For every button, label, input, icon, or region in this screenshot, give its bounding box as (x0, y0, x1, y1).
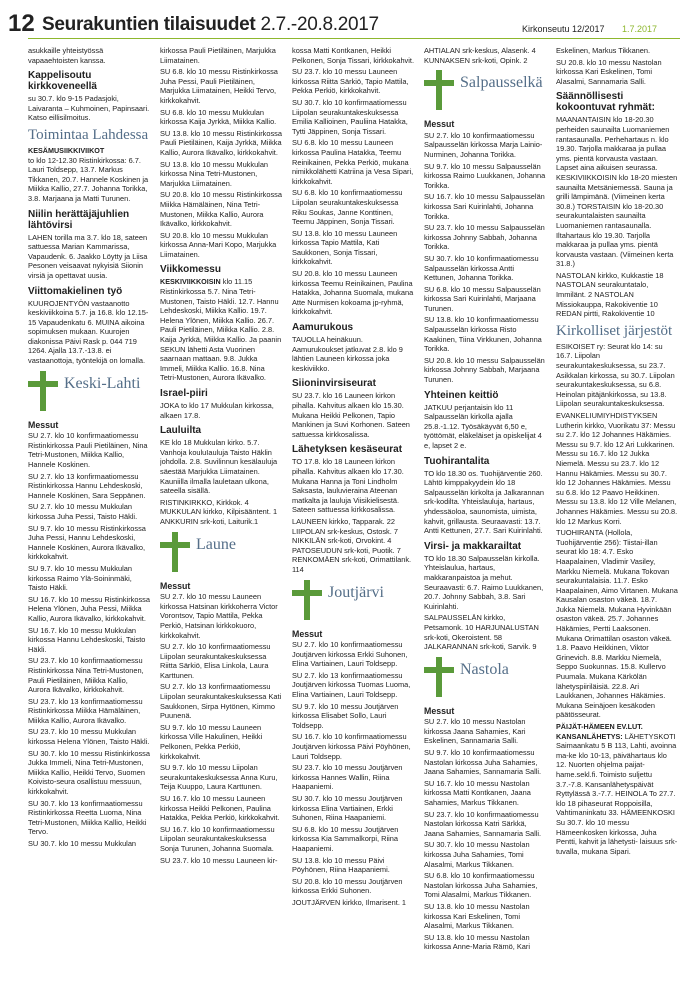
column-1 (28, 46, 150, 976)
list-item: SU 30.7. klo 10 messu Nastolan kirkossa Juha Sahamies, Tomi Alasalmi, Markus Tikkanen. (424, 840, 530, 869)
list-item: SU 2.7. klo 10 messu Mukkulan kirkossa Juha Pessi, Taisto Häkli. (28, 502, 138, 521)
header-rule (28, 38, 680, 39)
virsi-text: TO klo 18.30 Salpausselän kirkolla. Yhteislaulua, hartaus, makkaranpaistoa ja mehut. Seuraavasti: 6.7. Raimo Luukkanen, 20.7. Johnny Sabbah, 3.8. Sari Kuirinlahti. (424, 553, 544, 611)
list-item: SU 20.8. klo 10 messu Joutjärven kirkossa Erkki Suhonen. (292, 876, 403, 896)
column-3 (292, 46, 414, 976)
list-item: SU 13.8. klo 10 messu Päivi Pöyhönen, Riina Haapaniemi. (292, 855, 390, 875)
list-item: kossa Matti Kontkanen, Heikki Pelkonen, Sonja Tissari, kirkkokahvit. (292, 46, 414, 65)
messut-heading: Messut (292, 628, 323, 639)
niilin-title: Niilin herättäjäjuhlien lähtövirsi (28, 208, 130, 231)
yht-title: Yhteinen keittiö (424, 389, 499, 401)
column-5 (556, 46, 678, 976)
section-nastola: Nastola (460, 660, 509, 678)
list-item: SU 9.7. klo 10 messu Launeen kirkossa Ville Hakulinen, Heikki Pelkonen, Pekka Perkiö, kirkkokahvit. (160, 722, 263, 761)
list-item: SU 16.7. klo 10 messu Nastolan kirkossa Matti Kontkanen, Jaana Sahamies, Markus Tikkanen. (424, 778, 531, 808)
list-item: Eskelinen, Markus Tikkanen. (556, 46, 651, 55)
list-item: SU 16.7. klo 10 konfirmaatiomessu Liipolan seurakuntakeskuksessa Sonja Turunen, Johanna Suomala. (160, 824, 275, 853)
messut-heading: Messut (424, 705, 455, 716)
list-item: EVANKELIUMIYHDISTYKSEN Lutherin kirkko, Vuorikatu 37: Messu su 2.7. klo 12 Johannes Häkämies. Messu su 9.7. klo 12 Ari Lukkarinen. Messu su 16.7. klo 12 Jukka Niemelä. Messu su 23.7. klo 12 Hannu Häkämies. Messu su 30.7. klo 12 Johannes Häkämies. Messu su 6.8. klo 12 Paavo Heikkinen. Messu su 13.8. klo 12 Ville Melanen, Johannes Häkämies. Messu su 20.8. klo 12 Markus Korri. (556, 411, 678, 526)
address-text: NASTOLAN kirkko, Kukkastie 18 NASTOLAN seurakuntatalo, Immilänt. 2 NASTOLAN Missiokauppa, Rakokiventie 10 REDAN pirtti, Rakokiventie 10 (556, 270, 664, 319)
list-item: SU 9.7. klo 10 messu Joutjärven kirkossa Elisabet Sollo, Lauri Toldsepp. (292, 701, 399, 730)
list-item: SU 20.8. klo 10 messu Launeen kirkossa Teemu Reinikainen, Paulina Hatakka, Johanna Suomala, mukana Atte Nurmisen kokoama jp-ryhmä, kirkkokahvit. (292, 269, 414, 317)
cross-icon (424, 657, 454, 697)
address-text: SALPAUSSELÄN kirkko, Petsamonk. 10 HARJUNALUSTAN srk-koti, Okeroistent. 58 JALKARANNAN srk-koti, Sarvik. 9 (424, 613, 539, 652)
messut-heading: Messut (160, 580, 191, 591)
list-item: SU 13.8. klo 10 messu Ristinkirkossa Pauli Pietiläinen, Kaija Jyrkkä, Miikka Kallio, Aurora Ikävalko, kirkkokahvit. (160, 128, 282, 157)
page-header (0, 0, 687, 40)
laune-box (160, 530, 282, 578)
viitto-title: Viittomakielinen työ (28, 285, 123, 297)
list-item: ESIKOISET ry: Seurat klo 14: su 16.7. Liipolan seurakuntakeskuksessa, su 23.7. Asikkalan kirkossa, su 30.7. Liipolan seurakuntakeskuksessa, su 6.8. Heinolan pitäjänkirkossa, su 13.8. Liipolan seurakuntakeskuksessa. (556, 341, 675, 409)
salpausselka-box (424, 68, 546, 116)
list-item: SU 23.7. klo 10 messu Joutjärven kirkossa Hannes Wallin, Riina Haapaniemi. (292, 763, 403, 792)
list-item: SU 30.7. klo 10 messu Mukkulan (28, 839, 137, 848)
list-item: SU 2.7. klo 10 konfirmaatiomessu Liipolan seurakuntakeskuksessa Riitta Särkiö, Elisa Linkola, Laura Karttunen. (160, 642, 271, 680)
list-item: SU 2.7. klo 10 messu Launeen kirkossa Hatsinan kirkkoherra Victor Vorontsov, Tapio Mattila, Pekka Perkiö, Hatsinan kirkkokuoro, kirkkokahvit. (160, 592, 278, 640)
niilin-text: LAHEN torilla ma 3.7. klo 18, sateen sattuessa Marian Kammarissa, Vapaudenk. 6. Jaakko Löytty ja Liisa Pesonen veisaavat nykyisiä Siionin virsiä ja opettavat uusia. (28, 232, 148, 280)
list-item: SU 23.7. klo 10 messu Salpausselän kirkossa Johnny Sabbah, Johanna Torikka. (424, 223, 545, 252)
list-item: SU 30.7. klo 10 konfirmaatiomessu Salpausselän kirkossa Antti Kettunen, Johanna Torikka. (424, 253, 539, 283)
nastola-box (424, 655, 546, 703)
page-title-dates: 2.7.-20.8.2017 (260, 14, 379, 35)
viitto-text: KUUROJENTYÖN vastaanotto keskiviikkoina 5.7. ja 16.8. klo 12.15-15 Vapaudenkatu 6. MUINA aikoina sopimuksen mukaan. Kuurojen diakonissa Päivi Rask p. 044 719 1264. Ajalla 13.7.-13.8. ei vastaanottoja, työntekijä on lomalla. (28, 298, 149, 366)
list-item: SU 9.7. klo 10 messu Mukkulan kirkossa Raimo Ylä-Soininmäki, Taisto Häkli. (28, 563, 132, 593)
cross-icon (292, 580, 322, 620)
list-item: SU 13.8. klo 10 messu Mukkulan kirkossa Nina Tetri-Mustonen, Marjukka Liimatainen. (160, 159, 269, 188)
list-item: SU 6.8. klo 10 messu Ristinkirkossa Juha Pessi, Pauli Pietiläinen, Marjukka Liimatainen, Heikki Tervo, kirkkokahvit. (160, 67, 278, 105)
list-item: SU 16.7. klo 10 konfirmaatiomessu Joutjärven kirkossa Päivi Pöyhönen, Lauri Toldsepp. (292, 732, 411, 761)
keski-lahti-box (28, 369, 150, 417)
list-item: SU 2.7. klo 13 konfirmaatiomessu Liipolan seurakuntakeskuksessa Kati Saukkonen, Sirpa Hytönen, Kimmo Puunenä. (160, 682, 282, 721)
list-item: SU 23.7. klo 10 konfirmaatiomessu Nastolan kirkossa Katri Särkkä, Jaana Sahamies, Sannamaria Salli. (424, 809, 542, 838)
list-item: SU 30.7. klo 10 messu Joutjärven kirkossa Elina Vartiainen, Erkki Suhonen, Riina Haapaniemi. (292, 794, 403, 823)
issue-date: 1.7.2017 (622, 24, 658, 34)
columns (28, 46, 680, 976)
tuoh-title: Tuohirantalita (424, 455, 490, 467)
musiikki-caption: KESÄMUSIIKKIVIIKOT (28, 145, 105, 155)
viikko-caption: KESKIVIIKKOISIN (160, 277, 221, 287)
messut-heading: Messut (28, 419, 59, 430)
list-item: SU 2.7. klo 13 konfirmaatiomessu Ristinkirkossa Hannu Lehdeskoski, Hannele Koskinen, Sara Seppänen. (28, 471, 146, 500)
viikko-title: Viikkomessu (160, 264, 221, 276)
list-item: SU 9.7. klo 10 messu Liipolan seurakuntakeskuksessa Anna Kuru, Teija Kuuppo, Laura Karttunen. (160, 763, 278, 792)
list-item: SU 23.7. klo 13 konfirmaatiomessu Ristinkirkossa Miikka Hämäläinen, Miikka Kallio, Aurora Ikävalko. (28, 696, 143, 725)
address-text: AHTIALAN srk-keskus, Alasenk. 4 KUNNAKSEN srk-koti, Opink. 2 (424, 46, 536, 65)
list-item: SU 20.8. klo 10 messu Nastolan kirkossa Kari Eskelinen, Tomi Alasalmi, Sannamaria Salli. (556, 57, 662, 86)
list-item: SU 16.7. klo 10 messu Launeen kirkossa Heikki Pelkonen, Paulina Hatakka, Pekka Perkiö, kirkkokahvit. (160, 794, 280, 823)
list-item: SU 20.8. klo 10 messu Salpausselän kirkossa Johnny Sabbah, Marjaana Turunen. (424, 355, 545, 385)
list-item: TUOHIRANTA (Hollola, Tuohijärventie 256): Tiistai-illan seurat klo 18: 4.7. Esko Haapalainen, Vladimir Vasiley, Markku Niemelä. Mukana Tokovan seurakuntalaisia. 11.7. Esko Haapalainen, Aimo Virtanen. Mukana Kausalan osaston väkeä. 18.7. Jukka Niemelä. Mukana Hyvinkään osaston väkeä. 25.7. Johannes Häkämies, Pertti Laaksonen. Mukana Orimattilan osaston väkeä. 1.8. Paavo Heikkinen, Viktor Grinevich. 8.8. Markku Niemelä, Seppo Suokunnas. 15.8. Kullervo Puumala. Mukana Kärkölän lähetyspiiriläisiä. 22.8. Ari Laukkanen, Johannes Häkämies. Mukana Seinäjoen kesäkoden päätösseurat. (556, 528, 678, 720)
laulu-text: KE klo 18 Mukkulan kirko. 5.7. Vanhoja kouluIauluja Taisto Häklin johdolla. 2.8. Suvilinnun kesälauluja säestää Marjukka Liimatainen. Kauniilla ilmalla lauletaan ulkona, sateella sisällä. (160, 438, 278, 496)
kansanlahetys-caption: PÄIJÄT-HÄMEEN EV.LUT. KANSANLÄHETYS: (556, 722, 643, 741)
list-item: kirkossa Pauli Pietiläinen, Marjukka Liimatainen. (160, 46, 276, 65)
list-item: SU 30.7. klo 10 konfirmaatiomessu Liipolan seurakuntakeskuksessa Emilia Kallioinen, Pauliina Hatakka, Tytti Jäppinen, Sonja Tissari. (292, 97, 408, 136)
saan-text: MAANANTAISIN klo 18-20.30 perheiden saunailta Luomaniemen rantasaunalla. Perhehartaus n. klo 19.30. Tarjolla makkaraa ja pullaa yms. pientä korvausta vastaan. Lapset aina aikuisen seurassa. KESKIVIIKKOISIN klo 18-20 miesten saunailta Metsäniemessä. Sauna ja grilli lämpimänä. (Viimeinen kerta 30.8.) TORSTAISIN klo 18-20.30 seurakuntalaisten saunailta Luomaniemen rantasaunalla. Iltahartaus klo 19.30. Tarjolla makkaraa ja pullaa yms. pientä korvausta vastaan. (Viimeinen kerta 31.8.) (556, 115, 678, 269)
siion-text: SU 23.7. klo 16 Launeen kirkon pihalla. Kahvitus alkaen klo 15.30. Mukana Heikki Pelkonen, Tapio Mankinen ja Suvi Korhonen. Sateen sattuessa kirkkosalissa. (292, 391, 410, 439)
section-keski-lahti: Keski-Lahti (64, 374, 141, 392)
list-item: SU 16.7. klo 10 messu Salpausselän kirkossa Sari Kuirinlahti, Johanna Torikka. (424, 192, 545, 221)
list-item: SU 9.7. klo 10 messu Ristinkirkossa Juha Pessi, Hannu Lehdeskoski, Hannele Koskinen, Aurora Ikävalko, kirkkokahvit. (28, 523, 146, 562)
list-item: SU 6.8. klo 10 messu Launeen kirkossa Paulina Hatakka, Teemu Reinikainen, Pekka Perkiö, mukana nimikkolähetti Katriina ja Vesa Sipari, kirkkokahvit. (292, 138, 414, 186)
list-item: SU 13.8. klo 10 messu Nastolan kirkossa Kari Eskelinen, Tomi Alasalmi, Markus Tikkanen. (424, 901, 530, 931)
saan-title: Säännöllisesti kokoontuvat ryhmät: (556, 91, 655, 114)
israel-text: JOKA to klo 17 Mukkulan kirkossa, alkaen 17.8. (160, 401, 274, 420)
intro-text: asukkaille yhteistyössä vapaaehtoisten kanssa. (28, 46, 106, 65)
page-title-text: Seurakuntien tilaisuudet (42, 14, 256, 35)
list-item: SU 23.7. klo 10 messu Launeen kir- (160, 855, 278, 865)
tuoh-text: TO klo 18.30 os. Tuohijärventie 260. Lähtö kimppakyydein klo 18 Salpausselän kirkolta ja Jalkarannan srk-kodilta. Yhteislauluja, hartaus, yhdessäoloa, saunomista, uimista, kahvit, grillausta. Seuraavasti: 13.7. Antti Kettunen, 27.7. Sari Kuirinlahti. (424, 468, 544, 536)
list-item: SU 6.8. klo 10 messu Mukkulan kirkossa Kaija Jyrkkä, Miikka Kallio. (160, 107, 277, 127)
israel-title: Israel-piiri (160, 388, 208, 399)
yht-text: JATKUU perjantaisin klo 11 Salpausselän kirkolla ajalla 25.8.-1.12. Työsäkäyvät 6,50 e, työttömät, eläkeläiset ja opiskelijat 4 e, lapset 2 e. (424, 402, 542, 450)
section-kirkolliset: Kirkolliset järjestöt (556, 322, 673, 339)
messut-heading: Messut (424, 119, 455, 130)
cross-icon (160, 532, 190, 572)
list-item: SU 6.8. klo 10 konfirmaatiomessu Liipolan seurakuntakeskuksessa Riku Soukas, Janne Konttinen, Teemu Jäppinen, Sonja Tissari. (292, 188, 403, 227)
list-item: SU 16.7. klo 10 messu Mukkulan kirkossa Hannu Lehdeskoski, Taisto Häkli. (28, 625, 146, 654)
column-4 (424, 46, 546, 976)
cross-icon (424, 70, 454, 110)
virsi-title: Virsi- ja makkarailtat (424, 540, 522, 552)
list-item: SU 2.7. klo 10 konfirmaatiomessu Ristinkirkossa Pauli Pietiläinen, Nina Tetri-Mustonen, Miikka Kallio, Hannele Koskinen. (28, 431, 148, 470)
list-item: SU 2.7. klo 10 messu Nastolan kirkossa Jaana Sahamies, Kari Eskelinen, Sannamaria Salli. (424, 717, 526, 746)
issue-label: Kirkonseutu 12/2017 (522, 24, 605, 34)
list-item: SU 6.8. klo 10 messu Salpausselän kirkossa Sari Kuirinlahti, Marjaana Turunen. (424, 284, 541, 313)
section-toimintaa: Toimintaa Lahdessa (28, 126, 149, 143)
page-title (42, 14, 379, 36)
list-item: SU 13.8. klo 10 messu Nastolan kirkossa Anne-Maria Rämö, Kari (424, 932, 530, 952)
viikko-text: klo 11.15 Ristinkirkossa 5.7. Nina Tetri-Mustonen, Taisto Häkli. 12.7. Hannu Lehdeskoski, Miikka Kallio. 19.7. Helena Ylönen, Miikka Kallio. 26.7. Pauli Pietiläinen, Miikka Kallio. 2.8. Kaija Jyrkkä, Miikka Kallio. Ja paanin SEKUN lähetti Asta Vuorinen saarnaan mattaan. 9.8. Jukka Immeli, Miikka Kallio. 16.8. Nina Tetri-Mustonen, Aurora Ikävalko. (160, 277, 282, 383)
laulu-title: Lauluilta (160, 425, 202, 437)
musiikki-text: to klo 12-12.30 Ristinkirkossa: 6.7. Lauri Toldsepp, 13.7. Markus Tikkanen, 20.7. Hannele Koskinen ja Miikka Kallio, 27.7. Johanna Torikka, 3.8. Marjaana ja Matti Turunen. (28, 155, 149, 203)
joutjarvi-box (292, 578, 414, 626)
list-item: SU 20.8. klo 10 messu Mukkulan kirkossa Anna-Mari Kopo, Marjukka Liimatainen. (160, 230, 277, 259)
address-text: JOUTJÄRVEN kirkko, Ilmarisent. 1 (292, 897, 407, 907)
page-number: 12 (8, 10, 35, 37)
siion-title: Siioninvirsiseurat (292, 378, 376, 390)
lahetys-text: TO 17.8. klo 18 Launeen kirkon pihalla. Kahvitus alkaen klo 17.30. Mukana Hanna ja Toni Lindholm Saksasta, lauluvieraina Ateenan matkalta ja lauluja Viisikielisestä. Sateen sattuessa kirkkosalissa. (292, 457, 404, 515)
list-item: SU 13.8. klo 10 messu Launeen kirkossa Tapio Mattila, Kati Saukkonen, Sonja Tissari, kirkkokahvit. (292, 228, 398, 267)
address-text: LAUNEEN kirkko, Tapparak. 22 LIIPOLAN srk-keskus, Ostosk. 7 NIKKILÄN srk-koti, Orvokint. 4 PATOSEUDUN srk-koti, Puotik. 7 RENKOMÄEN srk-koti, Orimattilank. 114 (292, 516, 412, 574)
list-item: SU 9.7. klo 10 konfirmaatiomessu Nastolan kirkossa Juha Sahamies, Jaana Sahamies, Sannamaria Salli. (424, 748, 542, 777)
list-item: SU 2.7. klo 10 konfirmaatiomessu Salpausselän kirkossa Marja Lainio-Nurminen, Johanna Torikka. (424, 130, 543, 159)
list-item: SU 23.7. klo 10 konfirmaatiomessu Ristinkirkossa Nina Tetri-Mustonen, Pauli Pietiläinen, Miikka Kallio, Aurora Ikävalko, kirkkokahvit. (28, 656, 144, 695)
column-2 (160, 46, 282, 976)
list-item: SU 16.7. klo 10 messu Ristinkirkossa Helena Ylönen, Juha Pessi, Miikka Kallio, Aurora Ikävalko, kirkkokahvit. (28, 594, 150, 623)
cross-icon (28, 371, 58, 411)
list-item: SU 23.7. klo 10 messu Mukkulan kirkossa Helena Ylönen, Taisto Häkli. (28, 727, 150, 747)
section-salpausselka: Salpausselkä (460, 74, 543, 92)
list-item: SU 30.7. klo 10 messu Ristinkirkossa Jukka Immeli, Nina Tetri-Mustonen, Miikka Kallio, Heikki Tervo, Suomen Koivisto-seura osallistuu messuun, kirkkokahvit. (28, 748, 150, 797)
aamu-title: Aamurukous (292, 322, 354, 334)
address-text: RISTINKIRKKO, Kirkkok. 4 MUKKULAN kirkko, Kilpisääntent. 1 ANKKURIN srk-koti, Laiturik.1 (160, 497, 278, 526)
list-item: SU 13.8. klo 10 konfirmaatiomessu Salpausselän kirkossa Risto Kaakinen, Tiina Virkkunen, Johanna Torikka. (424, 315, 542, 354)
list-item: SU 20.8. klo 10 messu Ristinkirkossa Miikka Hämäläinen, Nina Tetri-Mustonen, Miikka Kallio, Aurora Ikävalko, kirkkokahvit. (160, 190, 282, 229)
list-item: SU 6.8. klo 10 messu Joutjärven kirkossa Kia Sammalkorpi, Riina Haapaniemi. (292, 824, 399, 853)
list-item: SU 9.7. klo 10 messu Salpausselän kirkossa Raimo Luukkanen, Johanna Torikka. (424, 161, 546, 190)
list-item: SU 6.8. klo 10 konfirmaatiomessu Nastolan kirkossa Juha Sahamies, Tomi Alasalmi, Markus Tikkanen. (424, 871, 538, 900)
kappeli-text: su 30.7. klo 9-15 Padasjoki, Laivaranta – Kuhmoinen, Papinsaari. Katso eillisilmoitus. (28, 94, 150, 123)
aamu-text: TAUOLLA heinäkuun. Aamurukoukset jatkuvat 2.8. klo 9 lähtien Launeen kirkossa joka keskiviikko. (292, 335, 403, 373)
list-item: SU 30.7. klo 13 konfirmaatiomessu Ristinkirkossa Reetta Luoma, Nina Tetri-Mustonen, Miikka Kallio, Heikki Tervo. (28, 798, 147, 837)
section-joutjarvi: Joutjärvi (328, 583, 384, 601)
list-item: SU 23.7. klo 10 messu Launeen kirkossa Riitta Särkiö, Tapio Mattila, Pekka Perkiö, kirkkokahvit. (292, 67, 409, 96)
lahetys-title: Lähetyksen kesäseurat (292, 444, 403, 456)
section-laune: Laune (196, 535, 236, 553)
list-item: SU 2.7. klo 10 konfirmaatiomessu Joutjärven kirkossa Erkki Suhonen, Elina Vartiainen, Lauri Toldsepp. (292, 640, 408, 669)
kansanlahetys-text: LÄHETYSKOTI Saimaankatu 5 B 113, Lahti, avoinna ma-ke klo 10-13, päivähartaus klo 12. Nuorten ohjelma paijat-hame.sekl.fi. Toimisto suljettu 3.7.-7.8. Kansanlähetyspäivät Ryttylässä 3.-7.7. HEINOLA To 27.7. klo 18 pihaseurat Roppoisilla, Vahtimaninkatu 33. HÄMEENKOSKI Su 30.7. klo 10 messu Hämeenkosken kirkossa, Juha Pentti, kahvit ja lähetysti- laisuus srk-tuvalla, mukana Sipari. (556, 731, 678, 856)
kappeli-title: Kappelisoutu kirkkoveneellä (28, 70, 97, 93)
list-item: SU 2.7. klo 13 konfirmaatiomessu Joutjärven kirkossa Tuomas Luoma, Elina Vartiainen, Lauri Toldsepp. (292, 670, 411, 700)
